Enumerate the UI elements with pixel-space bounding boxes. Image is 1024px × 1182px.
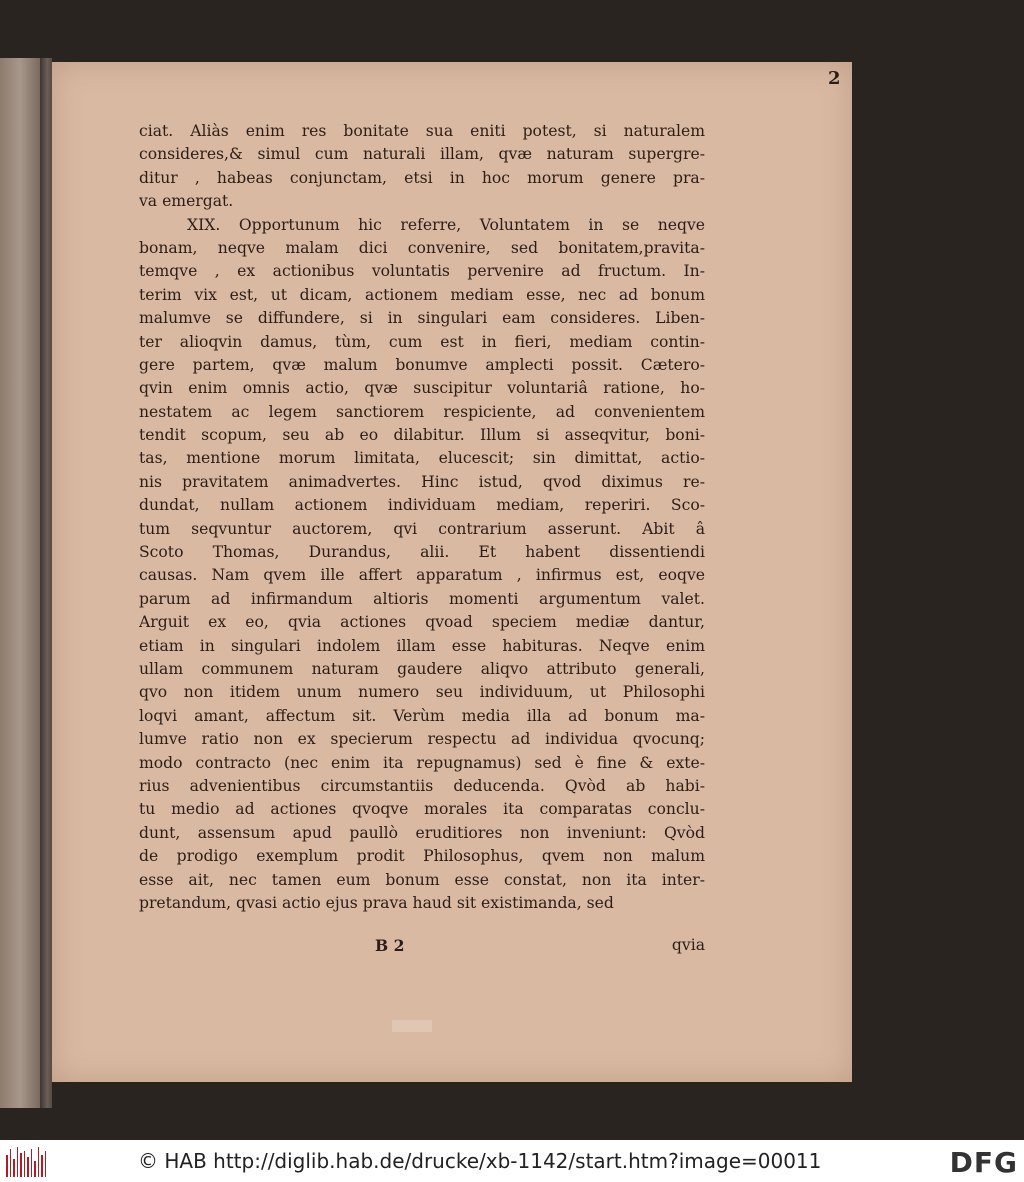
catchword: qvia	[671, 936, 705, 954]
text-line: tum seqvuntur auctorem, qvi contrarium asserunt. Abit â	[139, 519, 705, 538]
hab-logo-bar	[38, 1147, 40, 1177]
hab-logo-bar	[34, 1161, 36, 1177]
hab-logo-bar	[41, 1155, 43, 1177]
text-line: causas. Nam qvem ille affert apparatum , infirmus est, eoqve	[139, 566, 705, 585]
text-line: terim vix est, ut dicam, actionem mediam esse, nec ad bonum	[139, 285, 705, 304]
hab-logo-bar	[27, 1157, 29, 1177]
text-line: etiam in singulari indolem illam esse habituras. Neqve enim	[139, 636, 705, 655]
citation-link[interactable]: © HAB http://diglib.hab.de/drucke/xb-1142/start.htm?image=00011	[138, 1149, 822, 1173]
text-line: temqve , ex actionibus voluntatis pervenire ad fructum. In-	[139, 262, 705, 281]
text-line: dundat, nullam actionem individuam mediam, reperiri. Sco-	[139, 496, 705, 515]
text-line: gere partem, qvæ malum bonumve amplecti possit. Cætero-	[139, 355, 705, 374]
text-line: rius advenientibus circumstantiis deducenda. Qvòd ab habi-	[139, 776, 705, 795]
text-line: qvo non itidem unum numero seu individuum, ut Philosophi	[139, 683, 705, 702]
text-line: tendit scopum, seu ab eo dilabitur. Illum si asseqvitur, boni-	[139, 426, 705, 445]
text-line: pretandum, qvasi actio ejus prava haud sit existimanda, sed	[139, 893, 614, 912]
hab-logo-bar	[20, 1153, 22, 1177]
binding-shadow	[40, 58, 52, 1108]
text-line: ullam communem naturam gaudere aliqvo attributo generali,	[139, 659, 705, 678]
page-number: 2	[828, 68, 841, 89]
text-line: ter alioqvin damus, tùm, cum est in fieri, mediam contin-	[139, 332, 705, 351]
text-line: loqvi amant, affectum sit. Verùm media illa ad bonum ma-	[139, 706, 705, 725]
text-line: qvin enim omnis actio, qvæ suscipitur voluntariâ ratione, ho-	[139, 379, 705, 398]
text-line: de prodigo exemplum prodit Philosophus, qvem non malum	[139, 847, 705, 866]
text-line: esse ait, nec tamen eum bonum esse constat, non ita inter-	[139, 870, 705, 889]
hab-logo-bar	[17, 1147, 19, 1177]
hab-logo-bar	[13, 1159, 15, 1177]
viewer-footer	[0, 1140, 1024, 1182]
hab-logo-bar	[31, 1149, 33, 1177]
text-line: Scoto Thomas, Durandus, alii. Et habent dissentiendi	[139, 543, 705, 562]
hab-logo-bar	[45, 1151, 47, 1177]
text-line: XIX. Opportunum hic referre, Voluntatem in se neqve	[187, 215, 705, 234]
text-line: lumve ratio non ex specierum respectu ad individua qvocunq;	[139, 730, 705, 749]
hab-logo-icon[interactable]	[6, 1147, 46, 1177]
page-text	[139, 120, 705, 915]
text-line: parum ad infirmandum altioris momenti argumentum valet.	[139, 589, 705, 608]
dfg-logo[interactable]: DFG	[949, 1146, 1018, 1179]
signature-mark: B 2	[375, 936, 405, 955]
text-line: ditur , habeas conjunctam, etsi in hoc morum genere pra-	[139, 168, 705, 187]
text-line: tas, mentione morum limitata, elucescit; sin dimittat, actio-	[139, 449, 705, 468]
text-line: dunt, assensum apud paullò eruditiores non inveniunt: Qvòd	[139, 823, 705, 842]
hab-logo-bar	[10, 1149, 12, 1177]
text-line: nestatem ac legem sanctiorem respiciente, ad convenientem	[139, 402, 705, 421]
text-line: malumve se diffundere, si in singulari eam consideres. Liben-	[139, 309, 705, 328]
text-line: va emergat.	[139, 192, 234, 211]
library-stamp	[392, 1020, 432, 1032]
text-line: bonam, neqve malam dici convenire, sed bonitatem,pravita-	[139, 238, 705, 257]
previous-page-edge	[0, 58, 40, 1108]
text-line: tu medio ad actiones qvoqve morales ita comparatas conclu-	[139, 800, 705, 819]
text-line: nis pravitatem animadvertes. Hinc istud, qvod diximus re-	[139, 472, 705, 491]
text-line: consideres,& simul cum naturali illam, qvæ naturam supergre-	[139, 145, 705, 164]
text-line: Arguit ex eo, qvia actiones qvoad speciem mediæ dantur,	[139, 613, 705, 632]
page-footer	[139, 936, 705, 960]
text-line: modo contracto (nec enim ita repugnamus) sed è fine & exte-	[139, 753, 705, 772]
hab-logo-bar	[6, 1155, 8, 1177]
text-line: ciat. Aliàs enim res bonitate sua eniti potest, si naturalem	[139, 122, 705, 140]
hab-logo-bar	[24, 1151, 26, 1177]
